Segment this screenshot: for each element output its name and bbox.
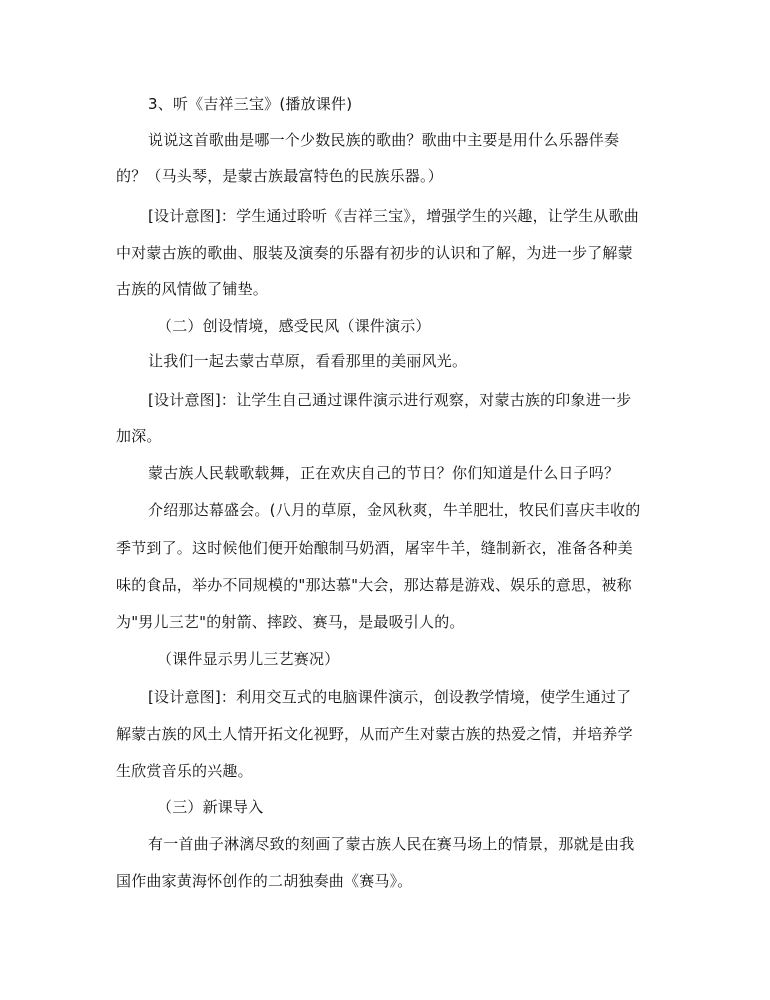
text-line: 季节到了。这时候他们便开始酿制马奶酒，屠宰牛羊，缝制新衣，准备各种美 [116, 539, 633, 557]
text-line: 为"男儿三艺"的射箭、摔跤、赛马，是最吸引人的。 [116, 613, 465, 631]
text-line: 让我们一起去蒙古草原，看看那里的美丽风光。 [148, 352, 468, 370]
text-line: 说说这首歌曲是哪一个少数民族的歌曲？歌曲中主要是用什么乐器伴奏 [148, 131, 620, 149]
text-line: [设计意图]：学生通过聆听《吉祥三宝》，增强学生的兴趣，让学生从歌曲 [148, 207, 640, 225]
section-heading: （三）新课导入 [157, 798, 264, 816]
text-line: 解蒙古族的风土人情开拓文化视野，从而产生对蒙古族的热爱之情，并培养学 [116, 725, 633, 743]
text-line: 国作曲家黄海怀创作的二胡独奏曲《赛马》。 [116, 872, 413, 890]
text-line: [设计意图]：利用交互式的电脑课件演示，创设教学情境，使学生通过了 [148, 688, 632, 706]
text-line: 蒙古族人民载歌载舞，正在欢庆自己的节日？你们知道是什么日子吗？ [148, 464, 620, 482]
text-line: 中对蒙古族的歌曲、服装及演奏的乐器有初步的认识和了解，为进一步了解蒙 [116, 244, 633, 262]
section-heading: （二）创设情境，感受民风（课件演示） [157, 317, 431, 335]
text-line: 加深。 [116, 427, 162, 445]
text-line: 的？（马头琴，是蒙古族最富特色的民族乐器。） [116, 167, 443, 185]
text-line: 3、听《吉祥三宝》(播放课件) [148, 95, 353, 113]
text-line: [设计意图]：让学生自己通过课件演示进行观察，对蒙古族的印象进一步 [148, 391, 632, 409]
text-line: 有一首曲子淋漓尽致的刻画了蒙古族人民在赛马场上的情景，那就是由我 [148, 835, 635, 853]
text-line: 古族的风情做了铺垫。 [116, 280, 269, 298]
text-line: 味的食品，举办不同规模的"那达慕"大会，那达幕是游戏、娱乐的意思，被称 [116, 576, 632, 594]
text-line: （课件显示男儿三艺赛况） [157, 650, 340, 668]
text-line: 生欣赏音乐的兴趣。 [116, 762, 253, 780]
text-line: 介绍那达幕盛会。(八月的草原，金风秋爽，牛羊肥壮，牧民们喜庆丰收的 [148, 501, 641, 519]
